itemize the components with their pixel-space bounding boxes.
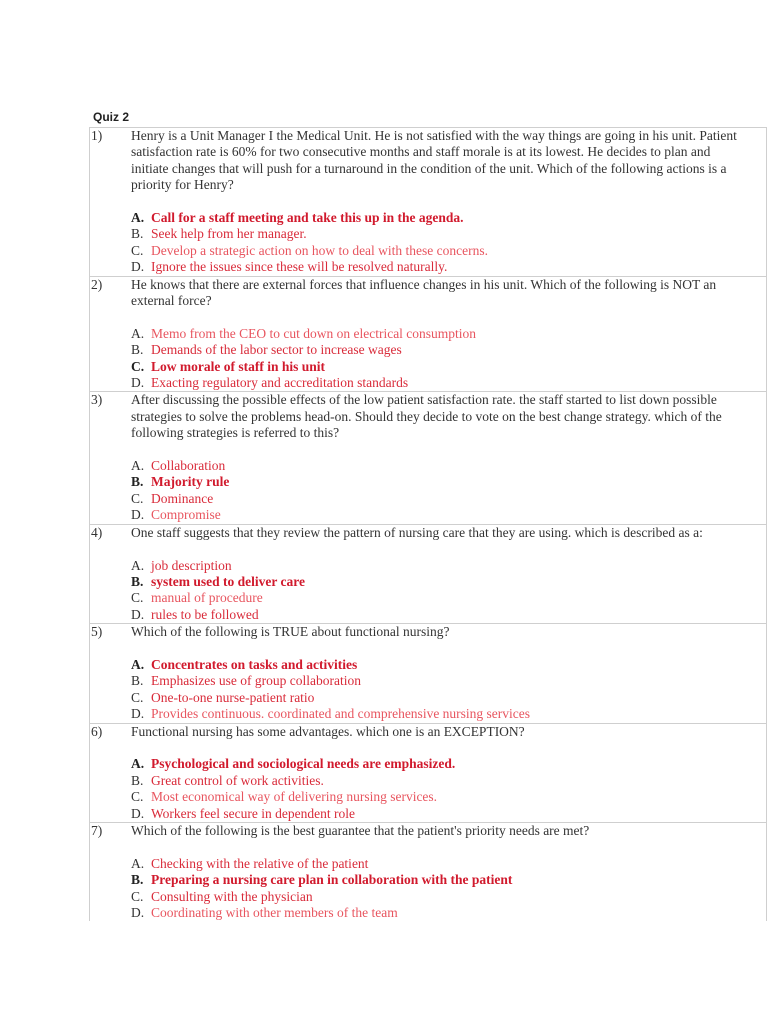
option-text: Great control of work activities. [151,772,324,788]
option-text: Seek help from her manager. [151,226,307,242]
option-text: manual of procedure [151,590,263,606]
answer-option [131,756,746,772]
question-number: 5) [91,624,103,640]
option-letter: C. [131,358,145,374]
answer-option [131,226,746,242]
option-letter: C. [131,888,144,904]
option-text: Memo from the CEO to cut down on electrical consumption [151,325,477,341]
answer-option [131,507,746,523]
answer-option [131,326,746,342]
answer-option [131,657,746,673]
option-text: Majority rule [151,474,230,490]
option-letter: D. [131,904,145,920]
answer-option [131,789,746,805]
option-letter: B. [131,226,144,242]
answer-option [131,806,746,822]
answer-option [131,673,746,689]
option-letter: C. [131,789,144,805]
option-letter: B. [131,872,144,888]
option-letter: B. [131,673,144,689]
question-row [90,391,766,523]
option-letter: B. [131,772,144,788]
question-row [90,127,766,276]
option-text: rules to be followed [151,606,259,622]
question-text: Henry is a Unit Manager I the Medical Unit. He is not satisfied with the way things are going in his unit. Patient satisfaction rate is 60% for two consecutive months and staff morale is at its lowest. He decides to plan and initiate changes that will push for a turnaround in the condition of the unit. Which of the following actions is a priority for Henry? [131,128,737,193]
option-letter: A. [131,210,145,226]
question-text: Which of the following is the best guarantee that the patient's priority needs are met? [131,822,590,838]
option-letter: A. [131,656,145,672]
option-letter: D. [131,375,145,391]
question-body [131,392,746,523]
option-text: One-to-one nurse-patient ratio [151,689,315,705]
option-letter: D. [131,606,145,622]
answer-option [131,590,746,606]
answer-option [131,889,746,905]
option-letter: D. [131,507,145,523]
answer-option [131,706,746,722]
question-body [131,624,746,722]
option-text: Exacting regulatory and accreditation standards [151,375,409,391]
question-number: 6) [91,723,103,739]
option-text: Checking with the relative of the patient [151,855,369,871]
option-letter: B. [131,573,144,589]
answer-option [131,243,746,259]
answer-option [131,210,746,226]
option-letter: C. [131,590,144,606]
question-row [90,822,766,921]
question-row [90,723,766,822]
option-text: Ignore the issues since these will be resolved naturally. [151,259,448,275]
answer-option [131,474,746,490]
question-number: 2) [91,276,103,292]
answer-option [131,375,746,391]
option-text: Most economical way of delivering nursing services. [151,789,438,805]
question-number: 1) [91,128,103,143]
option-letter: B. [131,342,144,358]
option-letter: C. [131,689,144,705]
option-letter: A. [131,855,145,871]
option-text: Demands of the labor sector to increase wages [151,342,402,358]
answer-option [131,458,746,474]
question-text: He knows that there are external forces that influence changes in his unit. Which of the following is NOT an external force? [131,276,717,309]
option-text: Preparing a nursing care plan in collaboration with the patient [151,872,513,888]
option-letter: D. [131,706,145,722]
option-text: Call for a staff meeting and take this up in the agenda. [151,210,464,226]
option-text: job description [151,557,232,573]
answer-option [131,856,746,872]
question-number: 4) [91,524,103,540]
answer-option [131,607,746,623]
question-number: 7) [91,822,103,838]
option-text: Workers feel secure in dependent role [151,805,355,821]
option-letter: D. [131,805,145,821]
answer-option [131,773,746,789]
option-letter: C. [131,490,144,506]
answer-option [131,342,746,358]
option-letter: C. [131,242,144,258]
answer-option [131,359,746,375]
question-text: After discussing the possible effects of the low patient satisfaction rate. the staff started to list down possible strategies to solve the problems head-on. Should they decide to vote on the best change strategy. which of the following strategies is referred to this? [131,392,722,441]
option-letter: B. [131,474,144,490]
option-letter: D. [131,259,145,275]
question-row [90,623,766,722]
question-text: Functional nursing has some advantages. which one is an EXCEPTION? [131,723,525,739]
option-text: Psychological and sociological needs are emphasized. [151,756,456,772]
option-letter: A. [131,557,145,573]
answer-option [131,491,746,507]
question-body [131,823,746,921]
option-text: Consulting with the physician [151,888,313,904]
option-letter: A. [131,325,145,341]
question-body [131,128,746,276]
question-text: Which of the following is TRUE about functional nursing? [131,624,450,640]
answer-option [131,905,746,921]
quiz-title: Quiz 2 [93,110,130,124]
question-table [89,127,767,921]
option-text: Collaboration [151,458,226,474]
option-letter: A. [131,458,145,474]
question-body [131,277,746,392]
question-body [131,724,746,822]
answer-option [131,558,746,574]
option-text: Emphasizes use of group collaboration [151,673,361,689]
answer-option [131,259,746,275]
option-text: Low morale of staff in his unit [151,358,326,374]
answer-option [131,574,746,590]
option-text: Provides continuous. coordinated and comprehensive nursing services [151,706,531,722]
question-body [131,525,746,623]
option-text: Compromise [151,507,221,523]
question-row [90,276,766,392]
option-text: Coordinating with other members of the team [151,904,398,920]
question-row [90,524,766,623]
answer-option [131,690,746,706]
option-text: Develop a strategic action on how to deal with these concerns. [151,242,489,258]
answer-option [131,872,746,888]
question-text: One staff suggests that they review the pattern of nursing care that they are using. which is described as a: [131,524,703,540]
option-text: Concentrates on tasks and activities [151,656,358,672]
question-number: 3) [91,392,103,408]
option-text: Dominance [151,490,214,506]
option-letter: A. [131,756,145,772]
option-text: system used to deliver care [151,573,305,589]
